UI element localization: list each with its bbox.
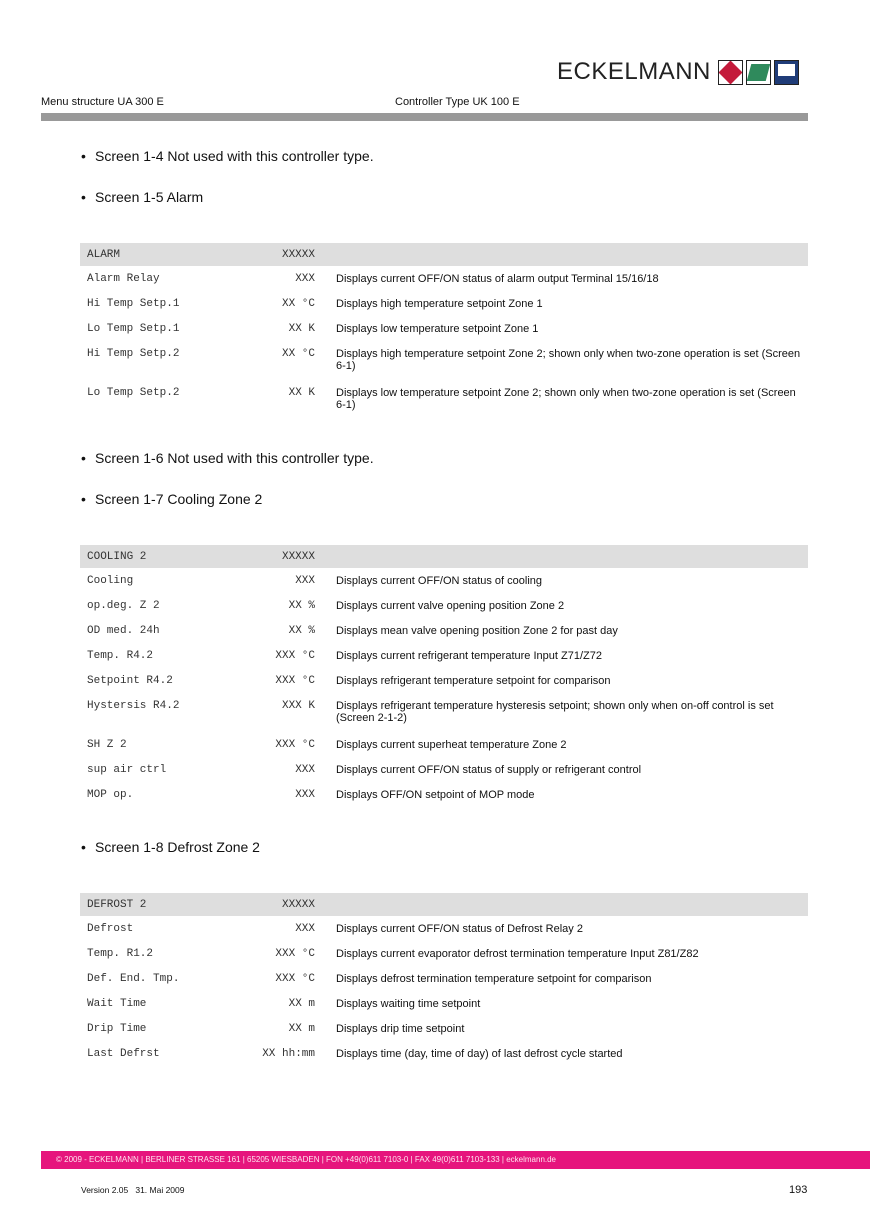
footer-contact: © 2009 - ECKELMANN | BERLINER STRASSE 161 | 65205 WIESBADEN | FON +49(0)611 7103-0 | FAX 49(0)611 7103-133 | eckelmann.de bbox=[56, 1155, 557, 1164]
header-name: COOLING 2 bbox=[87, 551, 147, 563]
table-row: Lo Temp Setp.1 XX K Displays low temperature setpoint Zone 1 bbox=[87, 323, 539, 335]
footer-contact-bar bbox=[41, 1151, 870, 1169]
table-row: Hi Temp Setp.2 XX °C Displays high temperature setpoint Zone 2; shown only when two-zone operation is set (Screen 6-1) bbox=[87, 348, 801, 372]
table-header bbox=[80, 545, 808, 568]
logo-marks bbox=[718, 60, 799, 85]
blue-square-logo-icon bbox=[774, 60, 799, 85]
table-header bbox=[80, 243, 808, 266]
table-row: Def. End. Tmp. XXX °C Displays defrost termination temperature setpoint for comparison bbox=[87, 973, 652, 985]
table-row: Drip Time XX m Displays drip time setpoint bbox=[87, 1023, 465, 1035]
header-name: DEFROST 2 bbox=[87, 899, 147, 911]
brand-logo bbox=[557, 58, 799, 86]
table-row: MOP op. XXX Displays OFF/ON setpoint of MOP mode bbox=[87, 789, 535, 801]
header-divider bbox=[41, 113, 808, 121]
table-row: Setpoint R4.2 XXX °C Displays refrigerant temperature setpoint for comparison bbox=[87, 675, 611, 687]
header-value: XXXXX bbox=[281, 249, 315, 261]
bullet-screen-1-4: • Screen 1-4 Not used with this controller type. bbox=[81, 148, 374, 164]
header-document-title: Menu structure UA 300 E bbox=[41, 96, 164, 108]
table-row: Lo Temp Setp.2 XX K Displays low temperature setpoint Zone 2; shown only when two-zone operation is set (Screen 6-1) bbox=[87, 387, 796, 411]
bullet-screen-1-6: • Screen 1-6 Not used with this controller type. bbox=[81, 450, 374, 466]
table-row: op.deg. Z 2 XX % Displays current valve opening position Zone 2 bbox=[87, 600, 565, 612]
header-name: ALARM bbox=[87, 249, 121, 261]
header-controller-type: Controller Type UK 100 E bbox=[395, 96, 520, 108]
table-row: Temp. R4.2 XXX °C Displays current refrigerant temperature Input Z71/Z72 bbox=[87, 650, 602, 662]
bullet-screen-1-7: • Screen 1-7 Cooling Zone 2 bbox=[81, 491, 263, 507]
cooling-2-table bbox=[80, 545, 808, 807]
table-row: Hi Temp Setp.1 XX °C Displays high temperature setpoint Zone 1 bbox=[87, 298, 543, 310]
alarm-table bbox=[80, 243, 808, 419]
table-row: Defrost XXX Displays current OFF/ON status of Defrost Relay 2 bbox=[87, 923, 583, 935]
green-parallelogram-logo-icon bbox=[746, 60, 771, 85]
header-value: XXXXX bbox=[281, 551, 315, 563]
table-row: SH Z 2 XXX °C Displays current superheat temperature Zone 2 bbox=[87, 739, 567, 751]
table-row: OD med. 24h XX % Displays mean valve opening position Zone 2 for past day bbox=[87, 625, 618, 637]
header-value: XXXXX bbox=[281, 899, 315, 911]
bullet-screen-1-5: • Screen 1-5 Alarm bbox=[81, 189, 204, 205]
red-diamond-logo-icon bbox=[718, 60, 743, 85]
table-row: Cooling XXX Displays current OFF/ON status of cooling bbox=[87, 575, 543, 587]
table-row: Wait Time XX m Displays waiting time setpoint bbox=[87, 998, 481, 1010]
brand-name: ECKELMANN bbox=[557, 58, 711, 85]
table-row: Hystersis R4.2 XXX K Displays refrigerant temperature hysteresis setpoint; shown only when on-off control is set (Screen 2-1-2) bbox=[87, 700, 774, 724]
table-row: sup air ctrl XXX Displays current OFF/ON status of supply or refrigerant control bbox=[87, 764, 642, 776]
page-number: 193 bbox=[789, 1184, 808, 1196]
bullet-screen-1-8: • Screen 1-8 Defrost Zone 2 bbox=[81, 839, 260, 855]
table-header bbox=[80, 893, 808, 916]
footer-version: Version 2.05 31. Mai 2009 bbox=[81, 1185, 185, 1195]
table-row: Alarm Relay XXX Displays current OFF/ON status of alarm output Terminal 15/16/18 bbox=[87, 273, 659, 285]
table-row: Temp. R1.2 XXX °C Displays current evaporator defrost termination temperature Input Z81/Z82 bbox=[87, 948, 699, 960]
defrost-2-table bbox=[80, 893, 808, 1066]
table-row: Last Defrst XX hh:mm Displays time (day, time of day) of last defrost cycle started bbox=[87, 1048, 623, 1060]
